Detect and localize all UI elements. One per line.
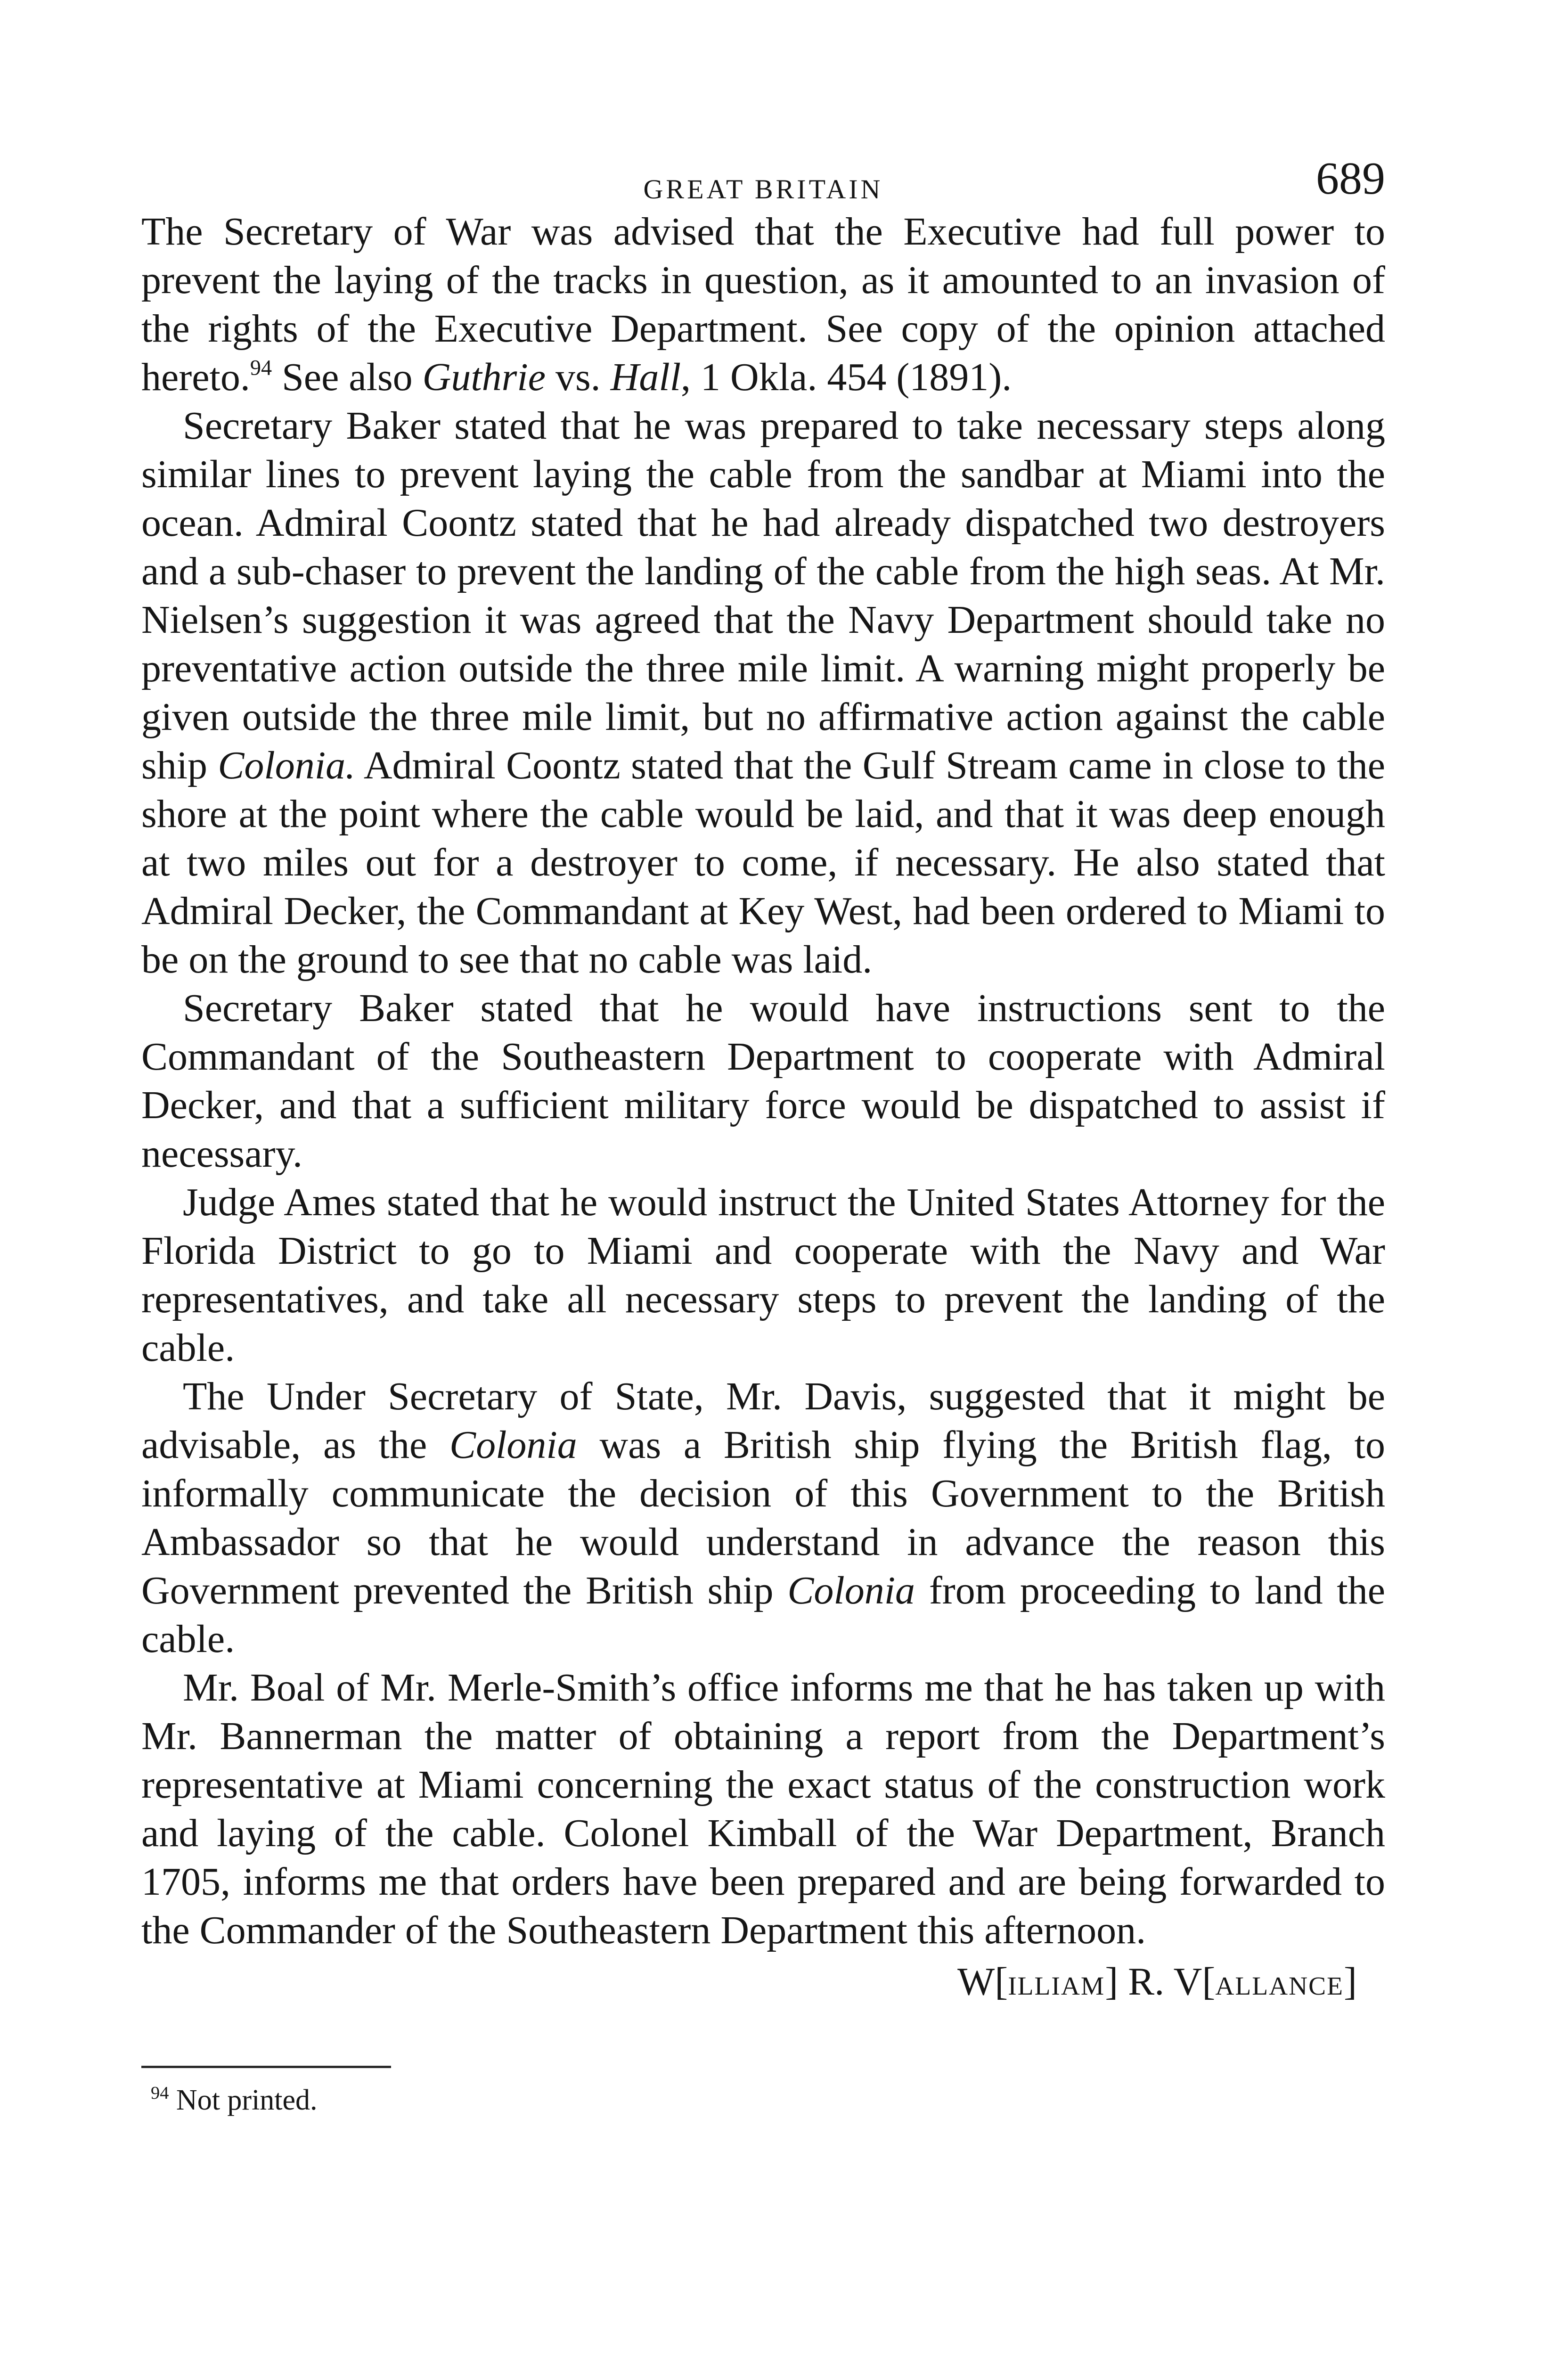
paragraph-3: Secretary Baker stated that he would have instructions sent to the Commandant of the Southeastern Department to cooperate with Admiral Decker, and that a sufficient military force would be dispatched to assist if necessary. <box>141 986 1385 1176</box>
paragraph-5-text-2: was a British ship flying the British flag, to informally communicate the decision of this Government to the British Ambassador so that he would understand in advance the reason this Government prevented the British ship <box>141 1423 1385 1612</box>
paragraph-2-text-2: Admiral Coontz stated that the Gulf Stream came in close to the shore at the point where the cable would be laid, and that it was deep enough at two miles out for a destroyer to come, if necessary. He also stated that Admiral Decker, the Commandant at Key West, had been ordered to Miami to be on the ground to see that no cable was laid. <box>141 744 1385 982</box>
ship-name-colonia: Colonia <box>449 1423 577 1467</box>
case-name-guthrie: Guthrie <box>422 355 546 399</box>
footnote-number: 94 <box>151 2083 169 2103</box>
ship-name-colonia: Colonia. <box>218 744 356 787</box>
footnote-reference: 94 <box>250 355 272 380</box>
paragraph-2-text: Secretary Baker stated that he was prepared to take necessary steps along similar lines to prevent laying the cable from the sandbar at Miami into the ocean. Admiral Coontz stated that he had already dispatched two destroyers and a sub-chaser to prevent the landing of the cable from the high seas. At Mr. Nielsen’s suggestion it was agreed that the Navy Department should take no preventative action outside the three mile limit. A warning might properly be given outside the three mile limit, but no affirmative action against the cable ship <box>141 404 1385 787</box>
document-page <box>141 155 1385 2119</box>
footnote-text: Not printed. <box>176 2084 318 2116</box>
paragraph-5 <box>141 1372 1385 1663</box>
paragraph-1-text: The Secretary of War was advised that the Executive had full power to prevent the laying of the tracks in question, as it amounted to an invasion of the rights of the Executive Department. See copy of the opinion attached hereto. <box>141 210 1385 399</box>
ship-name-colonia: Colonia <box>787 1569 915 1612</box>
footnote <box>141 2081 1385 2119</box>
body-text <box>141 207 1385 1955</box>
paragraph-1-text-2: See also <box>272 355 423 399</box>
paragraph-2 <box>141 401 1385 984</box>
paragraph-1 <box>141 207 1385 401</box>
page-number: 689 <box>1316 153 1385 204</box>
paragraph-1-text-3: vs. <box>545 355 611 399</box>
running-title: GREAT BRITAIN <box>643 174 883 205</box>
signature: W[ILLIAM] R. V[ALLANCE] <box>957 1960 1357 2004</box>
paragraph-5-text: The Under Secretary of State, Mr. Davis, suggested that it might be advisable, as the <box>141 1374 1385 1467</box>
case-name-hall: Hall <box>610 355 681 399</box>
paragraph-4: Judge Ames stated that he would instruct the United States Attorney for the Florida District to go to Miami and cooperate with the Navy and War representatives, and take all necessary steps to prevent the landing of the cable. <box>141 1180 1385 1370</box>
paragraph-1-text-4: , 1 Okla. 454 (1891). <box>681 355 1012 399</box>
paragraph-6: Mr. Boal of Mr. Merle-Smith’s office informs me that he has taken up with Mr. Bannerman the matter of obtaining a report from the Department’s representative at Miami concerning the exact status of the construction work and laying of the cable. Colonel Kimball of the War Department, Branch 1705, informs me that orders have been prepared and are being forwarded to the Commander of the Southeastern Department this afternoon. <box>141 1666 1385 1952</box>
paragraph-5-text-3: from proceeding to land the cable. <box>141 1569 1385 1661</box>
footnote-divider <box>141 2066 391 2068</box>
running-head <box>141 155 1385 207</box>
